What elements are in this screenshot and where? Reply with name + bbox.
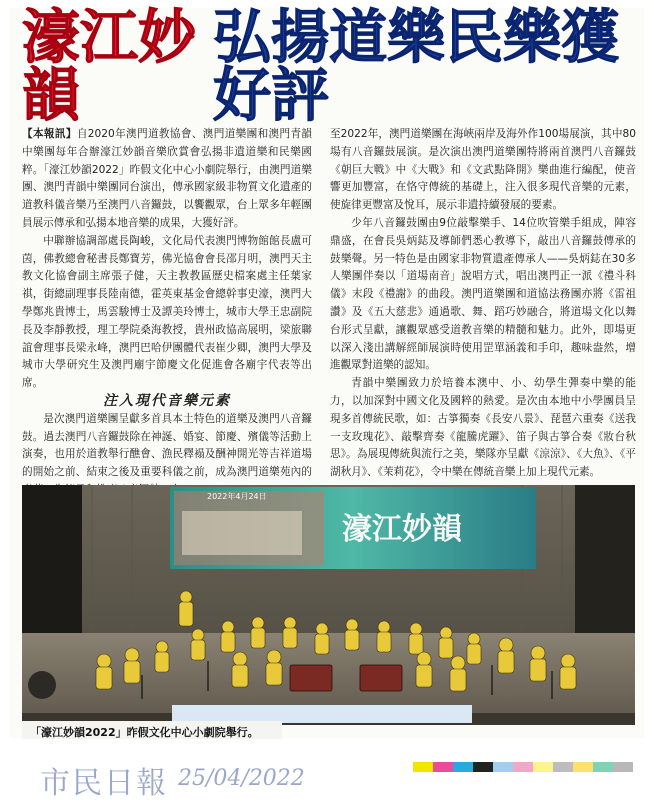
color-swatch [513, 762, 533, 772]
color-swatch [553, 762, 573, 772]
article-paragraph [22, 126, 312, 233]
color-swatch [613, 762, 633, 772]
paragraph-text: 中聯辦協調部處長陶峻，文化局代表澳門博物館館長盧可茵，佛教總會秘書長鄭寶芳，佛光協會會長邵月明，澳門天主教文化協會副主席張子健，天主教教區歷史檔案處主任葉家祺，街總副理事長陸南德，霍英東基金會總幹事史濠，澳門大學鄭兆貴博士，馬雲駿博士及譚美玲博士，城市大學王忠副院長及李靜教授，理工學院桑海教授，貴州政協高展明，梁旅聯誼會理事長梁永峰，澳門巴哈伊團體代表崔少卿，澳門大學及城市大學研究生及澳門廟宇節慶文化促進會各廟宇代表等出席。 [22, 234, 312, 390]
color-swatch [573, 762, 593, 772]
headline-part2: 弘揚道樂民樂獲好評 [213, 3, 620, 129]
color-swatch [493, 762, 513, 772]
headline [22, 3, 634, 129]
article-paragraph: 少年八音鑼鼓團由9位敲擊樂手、14位吹管樂手組成，陣容鼎盛，在會長吳炳鋕及導師們悉心教導下，敲出八音鑼鼓傳承的鼓樂聲。另一特色是由國家非物質遺產傳承人——吳炳鋕在30多人樂團伴奏以「道場南音」說唱方式，唱出澳門正一派《禮斗科儀》末段《禮謝》的曲段。澳門道樂團和道協法務團亦將《雷祖讚》及《五大慈悲》通過歌、舞、蹈巧妙融合，將道場文化以舞台形式呈獻，讓觀眾感受道教音樂的精髓和魅力。此外，即場更以深入淺出講解經師展演時使用罡單涵義和手印，趣味盎然，增進觀眾對道樂的認知。 [330, 216, 636, 372]
article-paragraph [22, 233, 312, 393]
banner-title: 濠江妙韻 [342, 512, 462, 547]
color-swatch [413, 762, 433, 772]
article-lead: 【本報訊】 [22, 128, 77, 140]
article-left-column [22, 126, 312, 500]
paragraph-text: 自2020年澳門道教協會、澳門道樂團和澳門青韻中樂團每年合辦濠江妙韻音樂欣賞會弘揚非遺道樂和民樂國粹。「濠江妙韻2022」昨假文化中心小劇院舉行，由澳門道樂團、澳門青韻中樂團同台演出，傳承國家級非物質文化遺產的道教科儀音樂乃至澳門八音鑼鼓，以饗觀眾，台上眾多年輕團員展示傳承和弘揚本地音樂的成果，大獲好評。 [22, 128, 313, 229]
headline-part1: 濠江妙韻 [22, 3, 197, 129]
banner-date: 2022年4月24日 [207, 492, 267, 501]
clipping-date: 25/04/2022 [178, 766, 305, 791]
color-swatch [473, 762, 493, 772]
color-calibration-bar [413, 762, 633, 772]
newspaper-name: 市民日報 [40, 766, 168, 801]
color-swatch [533, 762, 553, 772]
subheading: 注入現代音樂元素 [103, 392, 231, 409]
concert-photo [22, 485, 635, 725]
concert-stage-illustration [22, 485, 635, 725]
color-swatch [453, 762, 473, 772]
paragraph-text: 是次澳門道樂團呈獻多首具本土特色的道樂及澳門八音鑼鼓。過去澳門八音鑼鼓除在神誕、婚宴、節慶、殯儀等活動上演奏，也用於道教舉行醮會、漁民釋褟及酬神開光等吉祥道場的開始之前、結束之後及重要科儀之前，成為澳門道樂苑內的 [22, 412, 312, 479]
photo-caption: 「濠江妙韻2022」昨假文化中心小劇院舉行。 [30, 726, 259, 739]
article-paragraph: 至2022年，澳門道樂團在海峽兩岸及海外作100場展演，其中80場有八音鑼鼓展演。是次演出澳門道樂團特將兩首澳門八音鑼鼓《朝巨大戰》中《大戰》和《文武點降開》樂曲進行編配，使音響更加豐富，在恪守傳統的基礎上，注入很多現代音樂的元素，使旋律更豐富及悅耳，展示非遺持續發展的要素。 [330, 128, 636, 212]
color-swatch [593, 762, 613, 772]
color-swatch [433, 762, 453, 772]
article-paragraph: 青韻中樂團致力於培養本澳中、小、幼學生彈奏中樂的能力，以加深對中國文化及國粹的熱愛。是次由本地中小學團員呈現多首傳統民歌，如：古箏獨奏《長安八景》、琵琶六重奏《送我一支玫瑰花》、敲擊齊奏《龍騰虎躍》、笛子與古箏合奏《妝台秋思》。為展現傳統與流行之美，樂隊亦呈獻《涼涼》、《大魚》、《平湖秋月》、《茉莉花》，令中樂在傳統音樂上加上現代元素。 [330, 377, 636, 479]
article-right-column [330, 126, 636, 482]
